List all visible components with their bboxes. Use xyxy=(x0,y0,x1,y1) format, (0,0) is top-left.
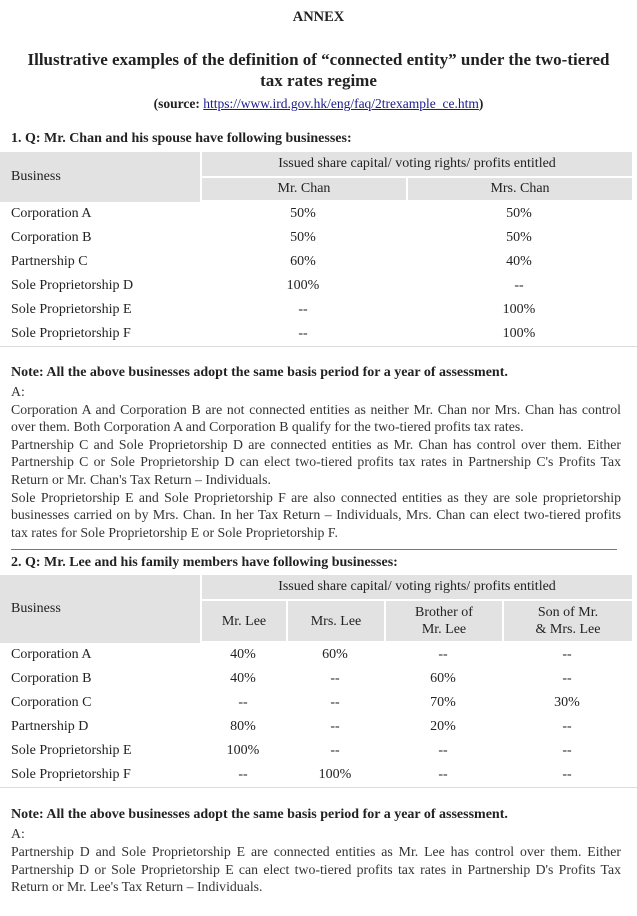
business-name-cell: Corporation B xyxy=(11,671,92,687)
annex-heading: ANNEX xyxy=(292,9,345,25)
share-value-cell: -- xyxy=(562,743,572,759)
table-1-col-header: Mr. Chan xyxy=(200,178,406,202)
share-value-cell: 50% xyxy=(290,206,316,221)
share-value-cell: -- xyxy=(330,671,340,687)
share-value-cell: 100% xyxy=(286,278,320,293)
source-suffix: ) xyxy=(478,96,484,111)
share-value-cell: -- xyxy=(238,767,248,783)
table-1-business-header: Business xyxy=(11,169,61,184)
share-value-cell: 40% xyxy=(230,647,256,663)
share-value-cell: -- xyxy=(238,695,248,711)
share-value-cell: -- xyxy=(562,767,572,783)
table-row xyxy=(0,298,632,322)
answer-paragraph: Partnership C and Sole Proprietorship D are connected entities as Mr. Chan has control over them. Either Partnership C or Sole Proprietorship D can elect two-tiered profits tax rates in Partnership C's Profits Tax Return or Mr. Chan's Tax Return – Individuals. xyxy=(11,436,621,487)
table-2-col-header: Mrs. Lee xyxy=(286,601,384,643)
share-value-cell: 30% xyxy=(554,695,580,711)
question-1: 1. Q: Mr. Chan and his spouse have following businesses: xyxy=(11,131,352,146)
share-value-cell: 100% xyxy=(502,326,536,341)
share-value-cell: -- xyxy=(514,278,524,293)
share-value-cell: -- xyxy=(298,326,308,341)
answer-label: A: xyxy=(11,384,25,399)
share-value-cell: -- xyxy=(562,671,572,687)
table-row xyxy=(0,250,632,274)
table-2 xyxy=(0,575,632,787)
business-name-cell: Corporation A xyxy=(11,206,92,221)
share-value-cell: 60% xyxy=(290,254,316,269)
share-value-cell: -- xyxy=(562,647,572,663)
share-value-cell: 50% xyxy=(506,230,532,245)
section-divider xyxy=(11,549,617,550)
share-value-cell: -- xyxy=(438,767,448,783)
table-2-business-header: Business xyxy=(11,601,61,617)
share-value-cell: 60% xyxy=(322,647,348,663)
table-row xyxy=(0,322,632,346)
share-value-cell: -- xyxy=(330,719,340,735)
share-value-cell: 40% xyxy=(230,671,256,687)
share-value-cell: 100% xyxy=(226,743,260,759)
answer-paragraph: Partnership D and Sole Proprietorship E are connected entities as Mr. Lee has control over them. Either Partnership D or Sole Proprietorship E can elect two-tiered profits tax rates in Partnership D's Profits Tax Return or Mr. Lee's Tax Return – Individuals. xyxy=(11,843,621,895)
business-name-cell: Partnership C xyxy=(11,254,88,269)
table-2-group-header: Issued share capital/ voting rights/ profits entitled xyxy=(200,575,632,601)
share-value-cell: 60% xyxy=(430,671,456,687)
table-row xyxy=(0,739,632,763)
answer-label: A: xyxy=(11,826,25,842)
table-1-group-header: Issued share capital/ voting rights/ profits entitled xyxy=(200,152,632,178)
share-value-cell: -- xyxy=(298,302,308,317)
table-row xyxy=(0,667,632,691)
business-name-cell: Sole Proprietorship E xyxy=(11,743,132,759)
table-1-wrapper xyxy=(0,152,637,347)
business-name-cell: Corporation A xyxy=(11,647,92,663)
share-value-cell: 20% xyxy=(430,719,456,735)
answer-1 xyxy=(11,383,621,541)
page-title: Illustrative examples of the definition of “connected entity” under the two-tiered tax rates regime xyxy=(27,50,610,90)
table-1 xyxy=(0,152,632,346)
business-name-cell: Sole Proprietorship D xyxy=(11,278,134,293)
share-value-cell: 100% xyxy=(318,767,352,783)
document-page xyxy=(0,9,637,896)
table-row xyxy=(0,274,632,298)
source-prefix: (source: xyxy=(153,96,204,111)
source-line xyxy=(0,96,637,114)
share-value-cell: -- xyxy=(330,743,340,759)
share-value-cell: 50% xyxy=(290,230,316,245)
business-name-cell: Sole Proprietorship F xyxy=(11,767,131,783)
table-2-col-header: Mr. Lee xyxy=(200,601,286,643)
business-name-cell: Corporation B xyxy=(11,230,92,245)
source-link[interactable]: https://www.ird.gov.hk/eng/faq/2trexample_ce.htm xyxy=(203,96,479,111)
answer-2 xyxy=(11,825,621,895)
table-row xyxy=(0,226,632,250)
table-2-col-header: Brother of Mr. Lee xyxy=(384,601,502,643)
question-2: 2. Q: Mr. Lee and his family members have following businesses: xyxy=(11,555,398,571)
share-value-cell: -- xyxy=(330,695,340,711)
table-row xyxy=(0,691,632,715)
table-2-col-header: Son of Mr. & Mrs. Lee xyxy=(502,601,632,643)
table-1-col-header: Mrs. Chan xyxy=(406,178,632,202)
share-value-cell: 50% xyxy=(506,206,532,221)
share-value-cell: 100% xyxy=(502,302,536,317)
answer-paragraph: Corporation A and Corporation B are not connected entities as neither Mr. Chan nor Mrs. Chan has control over them. Both Corporation A and Corporation B qualify for the two-tiered profits tax rates. xyxy=(11,401,621,435)
share-value-cell: 40% xyxy=(506,254,532,269)
share-value-cell: -- xyxy=(438,743,448,759)
share-value-cell: 80% xyxy=(230,719,256,735)
business-name-cell: Partnership D xyxy=(11,719,89,735)
answer-paragraph: Sole Proprietorship E and Sole Proprietorship F are also connected entities as they are sole proprietorship businesses carried on by Mrs. Chan. In her Tax Return – Individuals, Mrs. Chan can elect two-tiered profits tax rates for Sole Proprietorship E or Sole Proprietorship F. xyxy=(11,489,621,540)
share-value-cell: -- xyxy=(438,647,448,663)
table-row xyxy=(0,202,632,226)
table-row xyxy=(0,715,632,739)
share-value-cell: 70% xyxy=(430,695,456,711)
note-2: Note: All the above businesses adopt the same basis period for a year of assessment. xyxy=(11,807,508,823)
note-1: Note: All the above businesses adopt the same basis period for a year of assessment. xyxy=(11,365,508,380)
business-name-cell: Corporation C xyxy=(11,695,92,711)
table-row xyxy=(0,643,632,667)
table-row xyxy=(0,763,632,787)
table-2-wrapper xyxy=(0,575,637,788)
business-name-cell: Sole Proprietorship E xyxy=(11,302,132,317)
share-value-cell: -- xyxy=(562,719,572,735)
business-name-cell: Sole Proprietorship F xyxy=(11,326,131,341)
